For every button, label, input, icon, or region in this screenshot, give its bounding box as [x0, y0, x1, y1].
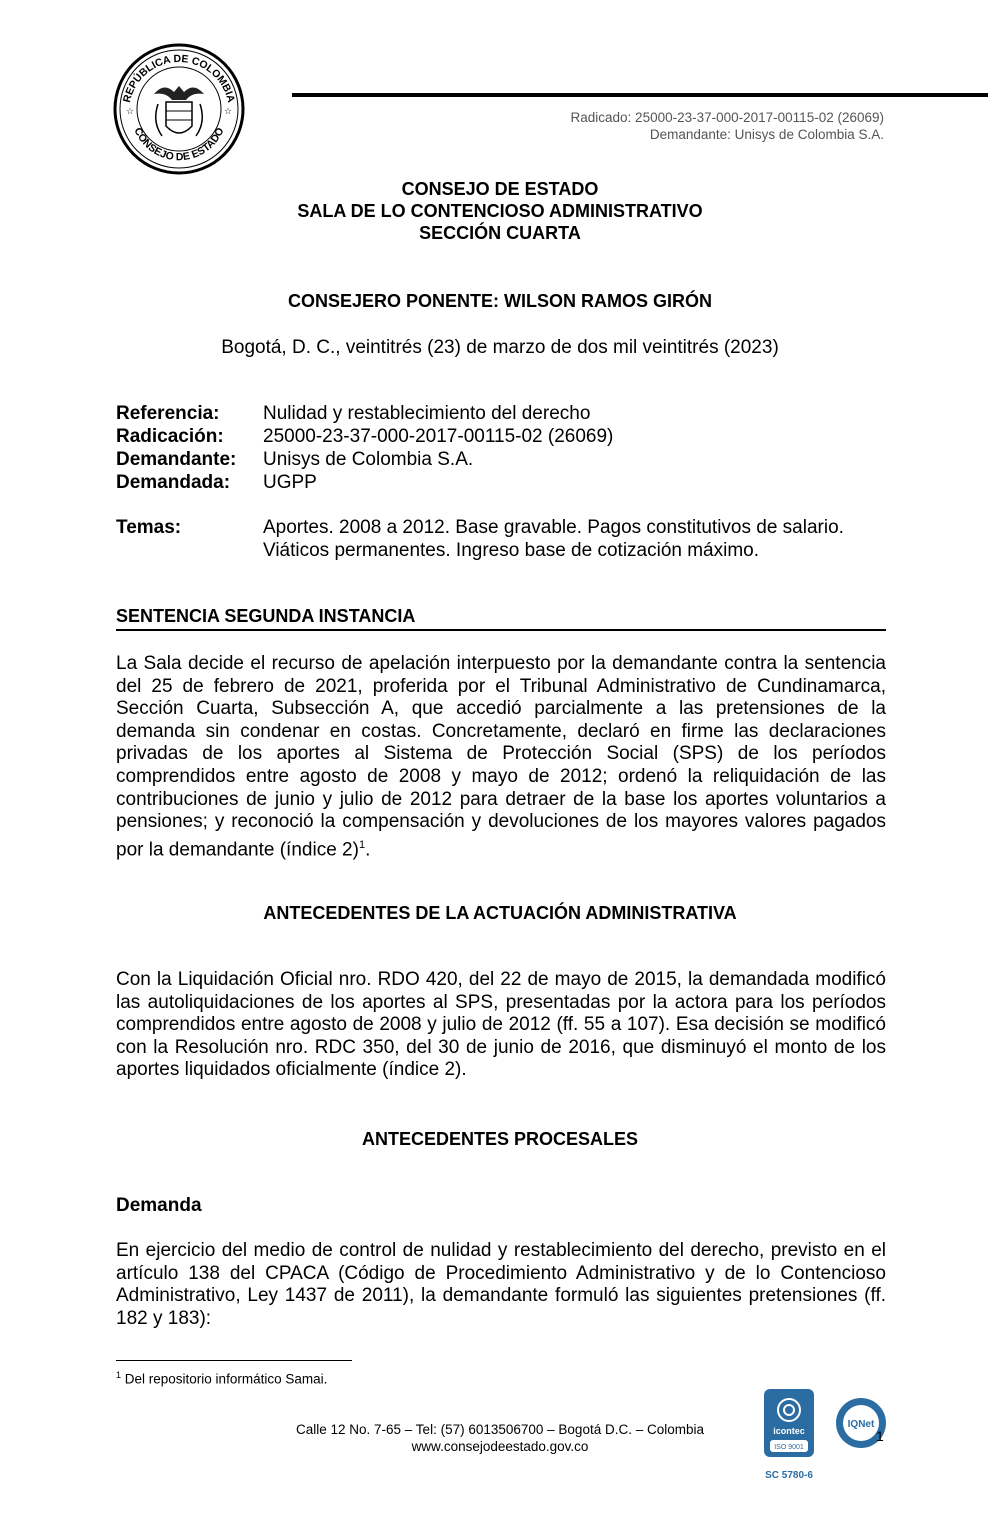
website-link[interactable]: www.consejodeestado.gov.co — [411, 1439, 589, 1454]
reference-label: Demandada: — [116, 472, 231, 493]
temas-row — [116, 516, 886, 562]
svg-text:REPÚBLICA DE COLOMBIA: REPÚBLICA DE COLOMBIA — [120, 52, 238, 104]
sentencia-end: . — [365, 839, 371, 861]
demanda-paragraph: En ejercicio del medio de control de nulidad y restablecimiento del derecho, previsto en el artículo 138 del CPACA (Código de Procedimiento Administrativo y de lo Contencioso Administrativo, Ley 1437 de 2011), la demandante formuló las siguientes pretensiones (ff. 182 y 183): — [116, 1240, 886, 1329]
court-name: CONSEJO DE ESTADO — [401, 179, 599, 199]
ponente: CONSEJERO PONENTE: WILSON RAMOS GIRÓN — [287, 291, 713, 311]
reference-label: Demandante: — [116, 449, 237, 470]
svg-text:ISO 9001: ISO 9001 — [774, 1444, 804, 1451]
page-number: 1 — [876, 1428, 884, 1444]
demanda-subheading: Demanda — [116, 1195, 202, 1216]
svg-text:☆: ☆ — [224, 107, 233, 117]
footnote-text: Del repositorio informático Samai. — [121, 1371, 328, 1387]
sentencia-heading: SENTENCIA SEGUNDA INSTANCIA — [116, 606, 886, 631]
reference-row — [116, 402, 613, 425]
antecedentes-admin-heading: ANTECEDENTES DE LA ACTUACIÓN ADMINISTRATIVA — [263, 903, 737, 923]
svg-text:IQNet: IQNet — [847, 1419, 875, 1430]
icontec-logo — [763, 1388, 815, 1488]
city-date: Bogotá, D. C., veintitrés (23) de marzo de dos mil veintitrés (2023) — [221, 337, 779, 358]
svg-text:☆: ☆ — [126, 107, 135, 117]
reference-value: 25000-23-37-000-2017-00115-02 (26069) — [263, 426, 614, 447]
section-name: SECCIÓN CUARTA — [419, 223, 581, 243]
svg-text:CONSEJO DE ESTADO: CONSEJO DE ESTADO — [131, 125, 227, 164]
footnote-number: 1 — [116, 1370, 122, 1380]
svg-text:icontec: icontec — [773, 1426, 805, 1436]
antecedentes-proc-heading: ANTECEDENTES PROCESALES — [361, 1129, 639, 1149]
reference-label: Referencia: — [116, 403, 220, 424]
sentencia-text: La Sala decide el recurso de apelación interpuesto por la demandante contra la sentencia del 25 de febrero de 2021, proferida por el Tribunal Administrativo de Cundinamarca, Sección Cuarta, Subsección A, que accedió parcialmente a las pretensiones de la demanda sin condenar en costas. Concretamente, declaró en firme las declaraciones privadas de los aportes al Sistema de Protección Social (SPS) de los períodos comprendidos entre agosto de 2008 y mayo de 2012; ordenó la reliquidación de las contribuciones de junio y julio de 2012 para detraer de la base los aportes voluntarios a pensiones; y reconoció la compensación y devoluciones de los mayores valores pagados por la demandante (índice 2) — [116, 653, 886, 861]
header-rule — [292, 93, 988, 97]
reference-value: Unisys de Colombia S.A. — [263, 449, 474, 470]
reference-value: Nulidad y restablecimiento del derecho — [263, 403, 591, 424]
address-line: Calle 12 No. 7-65 – Tel: (57) 6013506700 – Bogotá D.C. – Colombia — [295, 1422, 704, 1437]
reference-row — [116, 425, 613, 448]
header-radicado: Radicado: 25000-23-37-000-2017-00115-02 (26069) — [570, 110, 884, 125]
antecedentes-admin-paragraph: Con la Liquidación Oficial nro. RDO 420, del 22 de mayo de 2015, la demandada modificó las autoliquidaciones de los aportes al SPS, presentadas por la actora para los períodos comprendidos entre agosto de 2008 y julio de 2012 (ff. 55 a 107). Esa decisión se modificó con la Resolución nro. RDC 350, del 30 de junio de 2016, que disminuyó el monto de los aportes liquidados oficialmente (índice 2). — [116, 969, 886, 1081]
running-header — [571, 109, 884, 143]
reference-row — [116, 471, 613, 494]
chamber-name: SALA DE LO CONTENCIOSO ADMINISTRATIVO — [297, 201, 703, 221]
reference-label: Radicación: — [116, 426, 224, 447]
reference-value: UGPP — [263, 472, 317, 493]
temas-label: Temas: — [116, 517, 182, 538]
reference-table — [116, 402, 613, 494]
header-demandante: Demandante: Unisys de Colombia S.A. — [649, 127, 884, 142]
footnote-ref[interactable]: 1 — [358, 838, 366, 851]
reference-row — [116, 448, 613, 471]
svg-text:SC 5780-6: SC 5780-6 — [765, 1470, 813, 1481]
temas-value: Aportes. 2008 a 2012. Base gravable. Pagos constitutivos de salario. Viáticos permanentes. Ingreso base de cotización máximo. — [263, 517, 844, 561]
footnote-rule — [116, 1360, 352, 1361]
sentencia-paragraph — [116, 653, 886, 862]
footnote — [116, 1370, 327, 1387]
consejo-de-estado-seal — [112, 42, 246, 176]
